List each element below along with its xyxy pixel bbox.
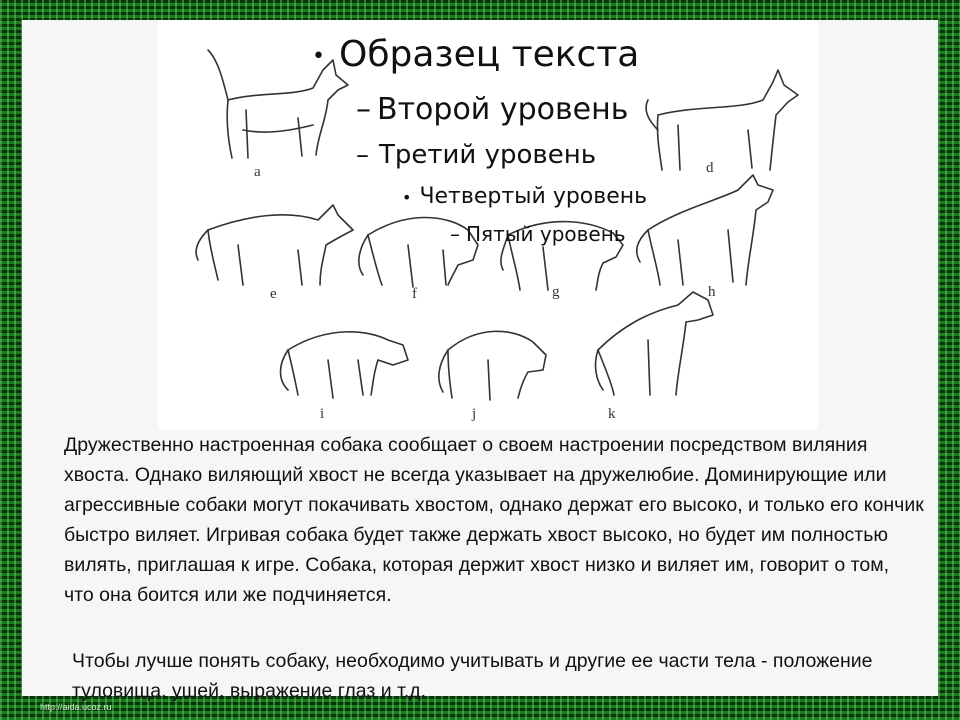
dog-h — [637, 175, 773, 285]
placeholder-level-4-text: Четвертый уровень — [419, 184, 648, 209]
slide — [22, 20, 938, 702]
bullet-dash-icon: – — [356, 140, 369, 170]
label-e: e — [270, 286, 277, 302]
dog-e — [196, 205, 353, 285]
label-i: i — [320, 406, 325, 422]
bullet-dot-icon: • — [402, 188, 412, 207]
note-paragraph[interactable]: Чтобы лучше понять собаку, необходимо учитывать и другие ее части тела - положение туловища, ушей, выражение глаз и т.д. — [72, 650, 873, 702]
placeholder-level-1-text: Образец текста — [338, 34, 640, 75]
label-a: a — [254, 164, 261, 180]
placeholder-level-4[interactable] — [402, 184, 647, 209]
placeholder-level-2-text: Второй уровень — [377, 92, 629, 127]
watermark: http://aida.ucoz.ru — [40, 702, 112, 712]
placeholder-level-5-text: Пятый уровень — [466, 222, 626, 246]
label-j: j — [472, 406, 477, 422]
label-d: d — [706, 160, 714, 176]
label-f: f — [412, 286, 417, 302]
placeholder-level-3-text: Третий уровень — [379, 140, 597, 170]
placeholder-level-1[interactable] — [312, 34, 639, 75]
bullet-dot-icon: • — [312, 43, 325, 69]
body-paragraph[interactable]: Дружественно настроенная собака сообщает о своем настроении посредством виляния хвоста. Однако виляющий хвост не всегда указывает на дружелюбие. Доминирующие или агрессивные собаки могут покачивать хвостом, однако держат его высоко, и только его кончик быстро виляет. Игривая собака будет также держать хвост высоко, но будет им полностью вилять, приглашая к игре. Собака, которая держит хвост низко и виляет им, говорит о том, что она боится или же подчиняется. — [64, 430, 924, 610]
dog-j — [439, 331, 546, 400]
dog-i — [281, 332, 409, 398]
bullet-dash-icon: – — [450, 222, 460, 246]
label-g: g — [552, 284, 560, 300]
dog-d — [646, 70, 798, 170]
bullet-dash-icon: – — [356, 92, 371, 127]
label-h: h — [708, 284, 716, 300]
placeholder-level-3[interactable] — [356, 140, 596, 170]
label-k: k — [608, 406, 616, 422]
dog-k — [596, 292, 713, 395]
placeholder-level-2[interactable] — [356, 92, 628, 127]
placeholder-level-5[interactable] — [450, 222, 626, 246]
